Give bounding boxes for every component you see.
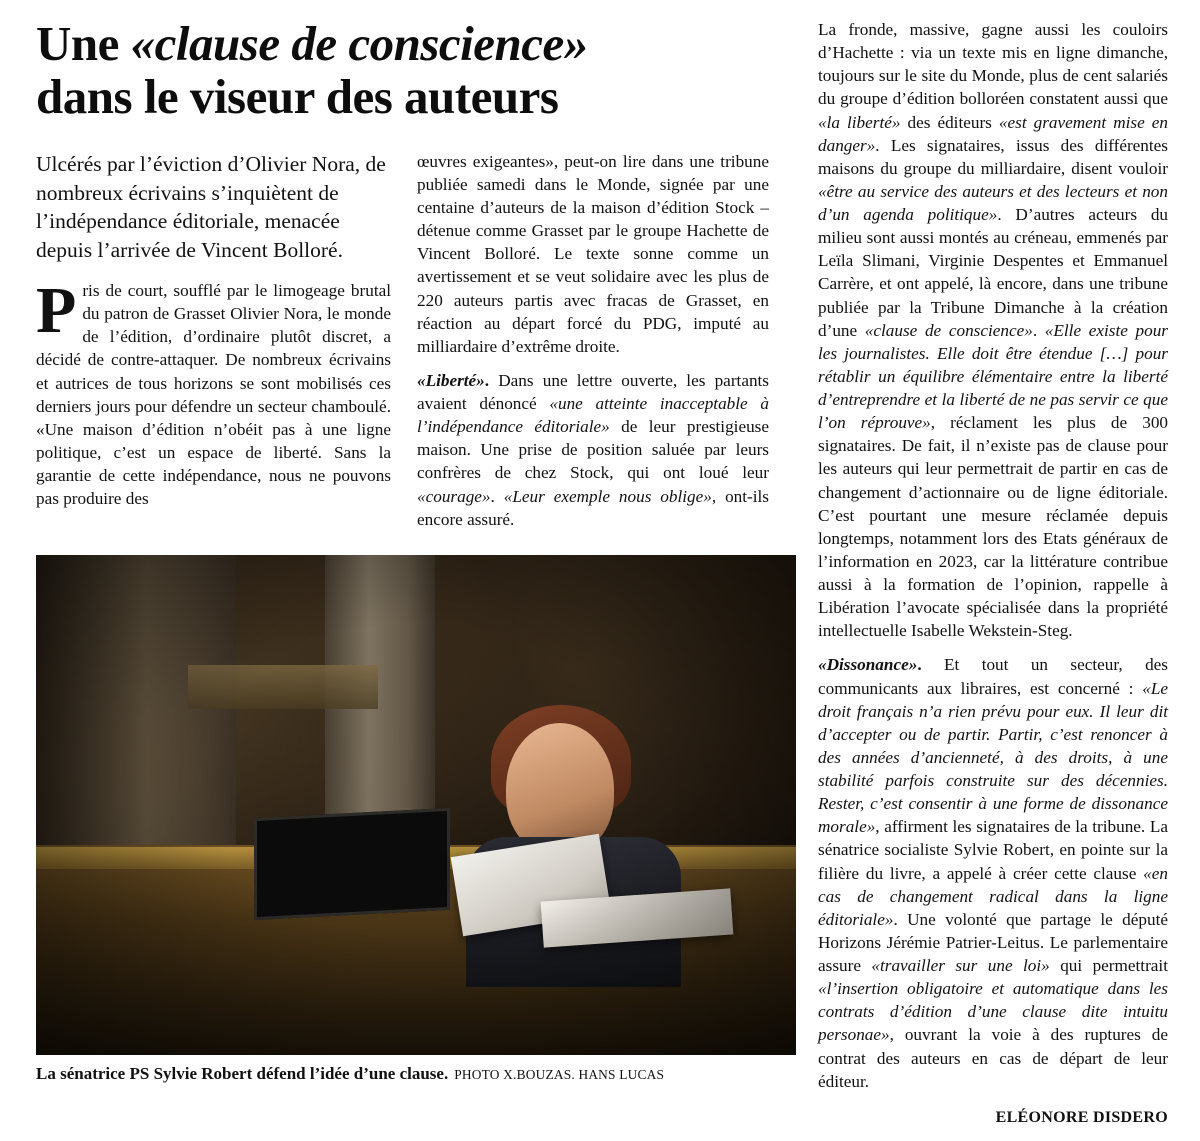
column-one xyxy=(36,150,391,531)
article-photo xyxy=(36,555,796,1055)
photo-caption xyxy=(36,1064,796,1084)
page-layout xyxy=(36,18,1170,1141)
subhead-liberte: «Liberté». xyxy=(417,370,490,390)
photo-credit: PHOTO X.BOUZAS. HANS LUCAS xyxy=(454,1066,665,1082)
photo-caption-text: La sénatrice PS Sylvie Robert défend l’idée d’une clause. xyxy=(36,1063,449,1083)
left-block xyxy=(36,18,796,1141)
standfirst: Ulcérés par l’éviction d’Olivier Nora, de nombreux écrivains s’inquiètent de l’indépendance éditoriale, menacée depuis l’arrivée de Vincent Bolloré. xyxy=(36,151,386,263)
column-one-paragraph xyxy=(36,274,391,510)
column-one-text: ris de court, soufflé par le limogeage brutal du patron de Grasset Olivier Nora, le monde de l’édition, d’ordinaire plutôt discret, a décidé de contre-attaquer. De nombreux écrivains et autrices de tous horizons se sont mobilisés ces derniers jours pour défendre un secteur chamboulé. «Une maison d’édition n’obéit pas à une ligne politique, c’est un espace de liberté. Sans la garantie de cette indépendance, nous ne pouvons pas produire des xyxy=(36,281,391,509)
column-two-paragraph-2 xyxy=(417,369,769,531)
subhead-dissonance: «Dissonance». xyxy=(818,655,922,675)
column-three-text-2: Et tout un secteur, des communicants aux libraires, est concerné : «Le droit français n’a rien prévu pour eux. Il leur dit d’accepter ou de partir. Partir, c’est renoncer à des années d’ancienneté, à des droits, à une stabilité parfois construite sur des décennies. Rester, c’est consentir à une forme de dissonance morale», affirment les signataires de la tribune. La sénatrice socialiste Sylvie Robert, en pointe sur la filière du livre, a appelé à créer cette clause «en cas de changement radical dans la ligne éditoriale». Une volonté que partage le député Horizons Jérémie Patrier-Leitus. Le parlementaire assure «travailler sur une loi» qui permettrait «l’insertion obligatoire et automatique dans les contrats d’édition d’une clause dite intuitu personae», ouvrant la voie à des ruptures de contrat des auteurs en cas de départ de leur éditeur. xyxy=(818,655,1168,1091)
column-two-paragraph-1: œuvres exigeantes», peut-on lire dans une tribune publiée samedi dans le Monde, signée par une centaine d’auteurs de la maison d’édition Stock – détenue comme Grasset par le groupe Hachette de Vincent Bolloré. Le texte sonne comme un avertissement et se veut solidaire avec les plus de 220 auteurs partis avec fracas de Grasset, en réaction au départ forcé du PDG, imputé au milliardaire d’extrême droite. xyxy=(417,151,769,356)
photo-vignette xyxy=(36,555,796,1055)
drop-cap: P xyxy=(36,274,77,347)
byline: ELÉONORE DISDERO xyxy=(995,1108,1168,1126)
upper-columns xyxy=(36,150,796,531)
column-three xyxy=(818,18,1168,1141)
photo-block xyxy=(36,555,796,1101)
column-two xyxy=(417,150,769,531)
column-three-paragraph-2 xyxy=(818,653,1168,1092)
headline-line-2: dans le viseur des auteurs xyxy=(36,68,559,124)
column-two-text-2: Dans une lettre ouverte, les partants avaient dénoncé «une atteinte inacceptable à l’indépendance éditoriale» de leur prestigieuse maison. Une prise de position saluée par leurs confrères de chez Stock, qui ont loué leur «courage». «Leur exemple nous oblige», ont-ils encore assuré. xyxy=(417,370,769,529)
page-title xyxy=(36,18,796,124)
headline-line-1: Une «clause de conscience» xyxy=(36,16,588,71)
column-three-paragraph-1: La fronde, massive, gagne aussi les couloirs d’Hachette : via un texte mis en ligne dimanche, toujours sur le site du Monde, plus de cent salariés du groupe d’édition bolloréen constatent aussi que «la liberté» des éditeurs «est gravement mise en danger». Les signataires, issus des différentes maisons du groupe du milliardaire, disent vouloir «être au service des auteurs et des lecteurs et non d’un agenda politique». D’autres acteurs du milieu sont aussi montés au créneau, emmenés par Leïla Slimani, Virginie Despentes et Emmanuel Carrère, et ont appelé, là encore, dans une tribune publiée par la Tribune Dimanche à la création d’une «clause de conscience». «Elle existe pour les journalistes. Elle doit être étendue […] pour rétablir un équilibre élémentaire entre la liberté d’entreprendre et la liberté de ne pas servir ce que l’on réprouve», réclament les plus de 300 signataires. De fait, il n’existe pas de clause pour les auteurs qui leur permettrait de partir en cas de changement d’actionnaire ou de ligne éditoriale. C’est pourtant une mesure réclamée depuis longtemps, notamment lors des Etats généraux de l’information en 2023, car la littérature contribue aussi à la formation de l’opinion, rappelle à Libération l’avocate spécialisée dans la propriété intellectuelle Isabelle Wekstein-Steg. xyxy=(818,20,1169,641)
